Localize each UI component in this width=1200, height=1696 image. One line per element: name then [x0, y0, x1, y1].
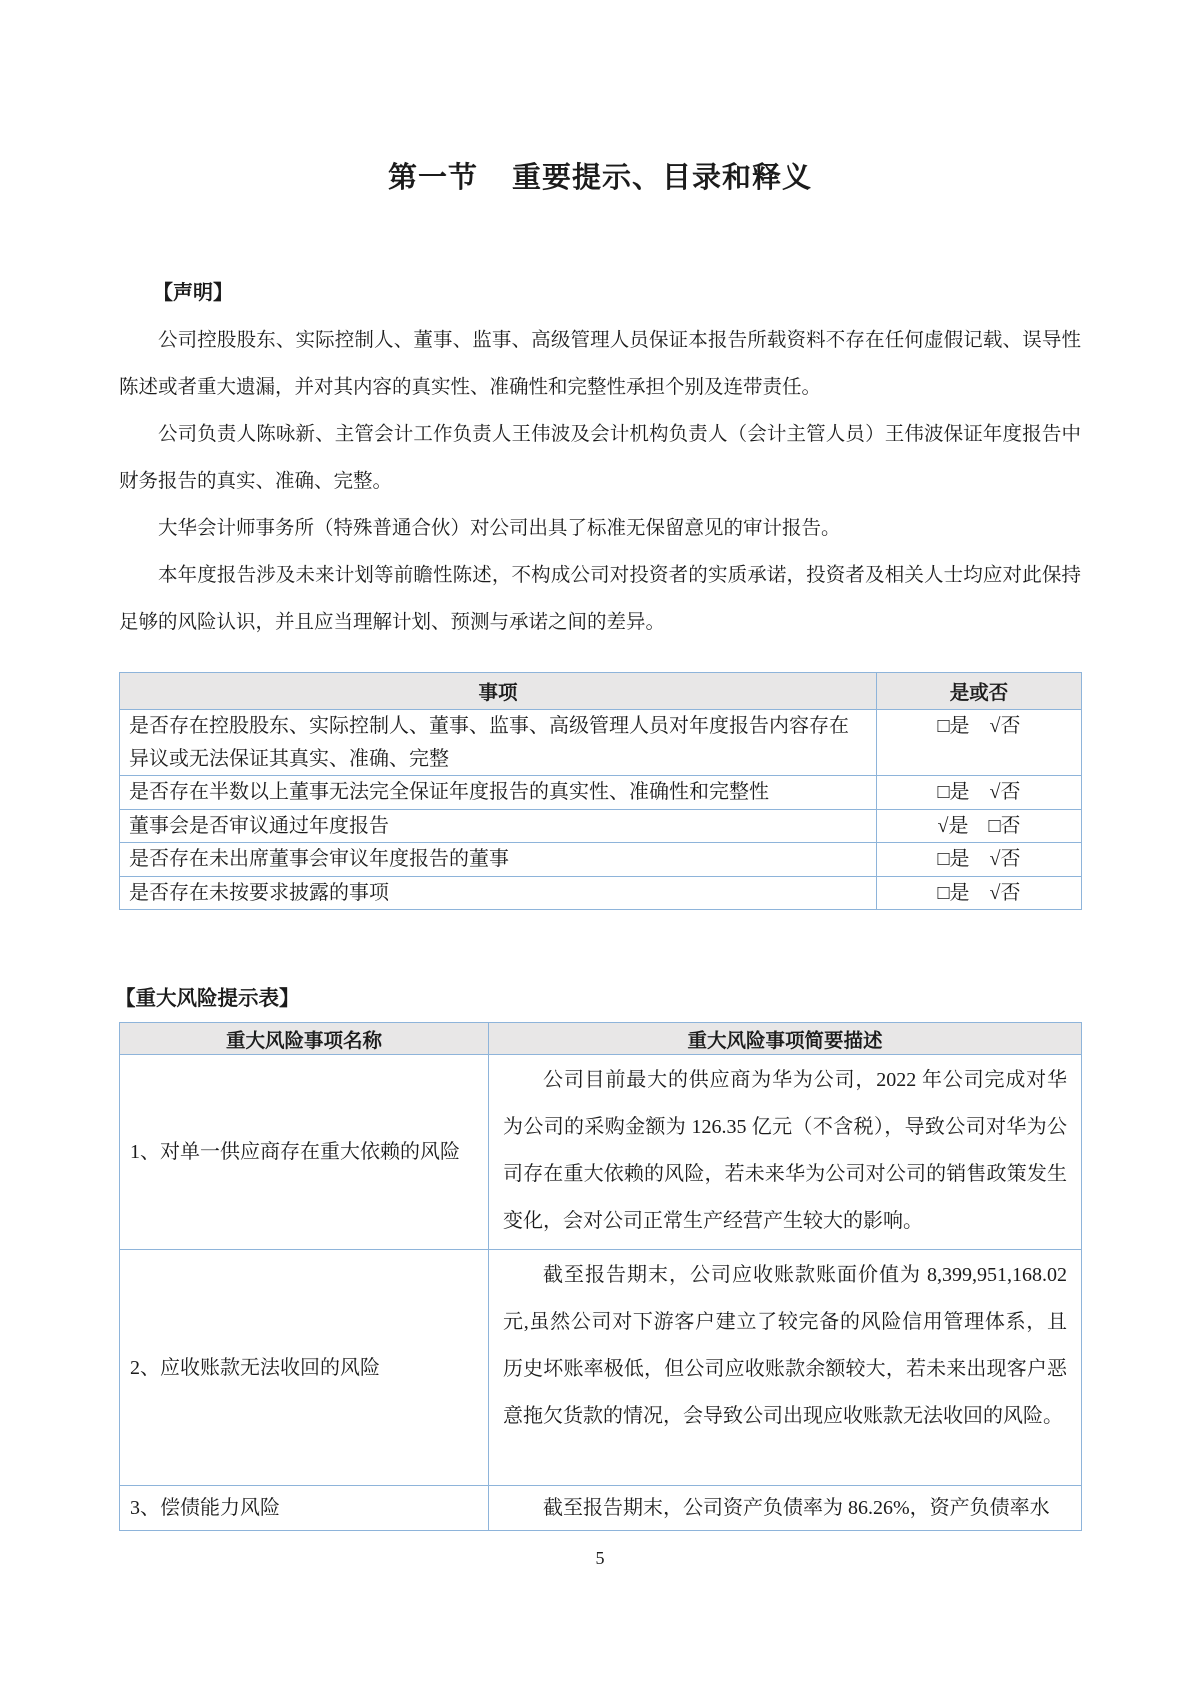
section-title-text: 重要提示、目录和释义	[512, 162, 813, 194]
section-number: 第一节	[387, 162, 478, 194]
declaration-paragraph: 本年度报告涉及未来计划等前瞻性陈述，不构成公司对投资者的实质承诺，投资者及相关人士均应对此保持足够的风险认识，并且应当理解计划、预测与承诺之间的差异。	[119, 565, 1081, 633]
statement-table-header-row	[120, 673, 1082, 710]
table-row	[120, 710, 1082, 776]
risk-table	[119, 1022, 1082, 1531]
statement-item: 是否存在控股股东、实际控制人、董事、监事、高级管理人员对年度报告内容存在异议或无法保证其真实、准确、完整	[120, 710, 877, 776]
statement-header-item: 事项	[120, 673, 877, 710]
risk-description: 截至报告期末，公司资产负债率为 86.26%，资产负债率水	[489, 1486, 1082, 1531]
statement-answer: □是 √否	[877, 876, 1082, 910]
table-row	[120, 843, 1082, 877]
statement-answer: □是 √否	[877, 710, 1082, 776]
risk-name: 3、偿债能力风险	[120, 1486, 489, 1531]
declaration-paragraph: 公司控股股东、实际控制人、董事、监事、高级管理人员保证本报告所载资料不存在任何虚假记载、误导性陈述或者重大遗漏，并对其内容的真实性、准确性和完整性承担个别及连带责任。	[119, 330, 1081, 398]
statement-item: 是否存在未出席董事会审议年度报告的董事	[120, 843, 877, 877]
table-row	[120, 1250, 1082, 1486]
table-row	[120, 876, 1082, 910]
declaration-section	[119, 270, 1081, 646]
statement-header-answer: 是或否	[877, 673, 1082, 710]
risk-description: 公司目前最大的供应商为华为公司，2022 年公司完成对华为公司的采购金额为 126.35 亿元（不含税），导致公司对华为公司存在重大依赖的风险，若未来华为公司对公司的销售政策发生变化，会对公司正常生产经营产生较大的影响。	[489, 1055, 1082, 1250]
risk-name: 1、对单一供应商存在重大依赖的风险	[120, 1055, 489, 1250]
table-row	[120, 809, 1082, 843]
declaration-heading: 【声明】	[153, 282, 233, 304]
table-row	[120, 1486, 1082, 1531]
table-row	[120, 1055, 1082, 1250]
declaration-paragraph: 公司负责人陈咏新、主管会计工作负责人王伟波及会计机构负责人（会计主管人员）王伟波保证年度报告中财务报告的真实、准确、完整。	[119, 424, 1081, 492]
statement-item: 是否存在半数以上董事无法完全保证年度报告的真实性、准确性和完整性	[120, 776, 877, 810]
statement-answer: √是 □否	[877, 809, 1082, 843]
page-number: 5	[595, 1548, 605, 1568]
risk-description: 截至报告期末，公司应收账款账面价值为 8,399,951,168.02 元,虽然公司对下游客户建立了较完备的风险信用管理体系，且历史坏账率极低，但公司应收账款余额较大，若未来出现客户恶意拖欠货款的情况，会导致公司出现应收账款无法收回的风险。	[489, 1250, 1082, 1486]
risk-header-description: 重大风险事项简要描述	[489, 1023, 1082, 1055]
risk-table-header-row	[120, 1023, 1082, 1055]
statement-table	[119, 672, 1082, 910]
statement-answer: □是 √否	[877, 843, 1082, 877]
statement-item: 董事会是否审议通过年度报告	[120, 809, 877, 843]
declaration-paragraph: 大华会计师事务所（特殊普通合伙）对公司出具了标准无保留意见的审计报告。	[158, 518, 841, 539]
page-title	[119, 155, 1081, 196]
statement-answer: □是 √否	[877, 776, 1082, 810]
statement-item: 是否存在未按要求披露的事项	[120, 876, 877, 910]
risk-name: 2、应收账款无法收回的风险	[120, 1250, 489, 1486]
risk-section-heading: 【重大风险提示表】	[115, 987, 300, 1010]
risk-header-name: 重大风险事项名称	[120, 1023, 489, 1055]
table-row	[120, 776, 1082, 810]
